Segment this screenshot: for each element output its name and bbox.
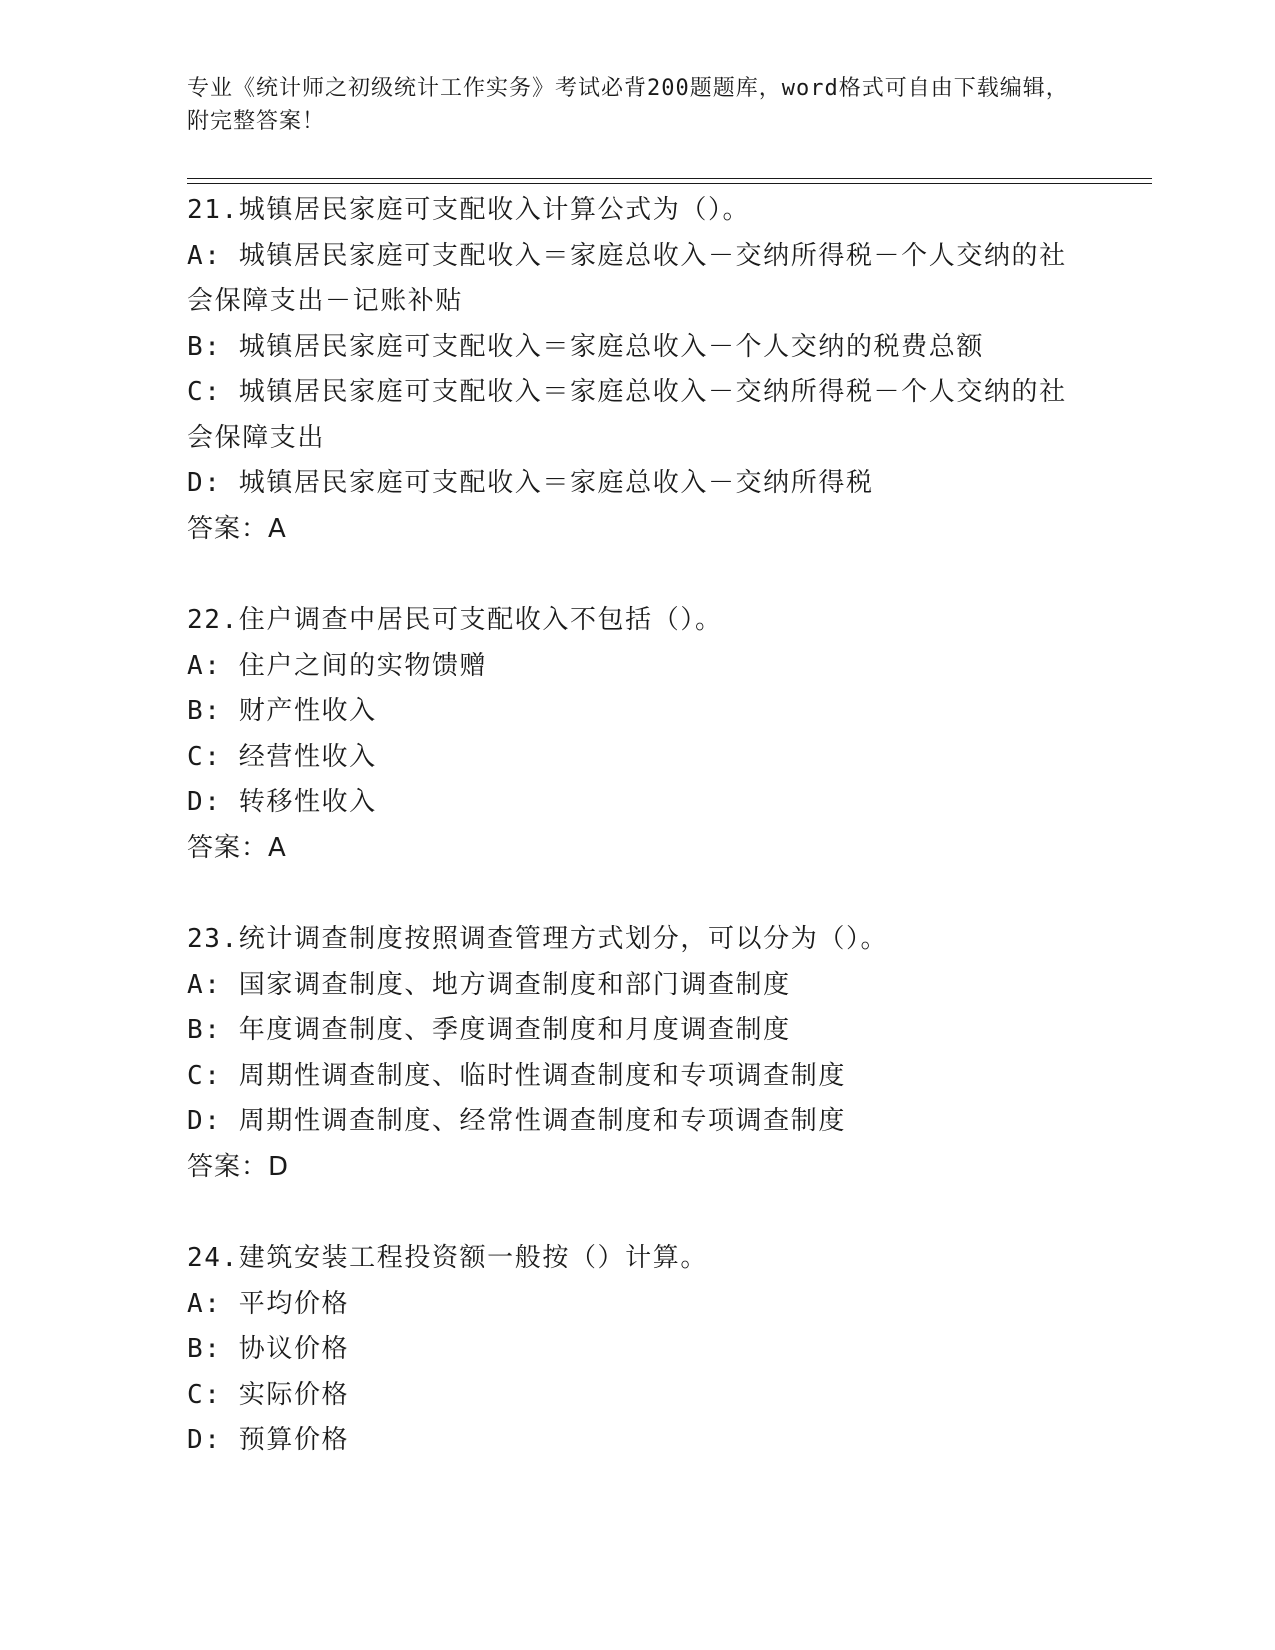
header-divider-top bbox=[187, 178, 1152, 179]
option-a: A: 国家调查制度、地方调查制度和部门调查制度 bbox=[187, 969, 791, 1000]
answer: 答案：A bbox=[187, 832, 287, 863]
option-c: C: 实际价格 bbox=[187, 1379, 350, 1410]
option-d: D: 转移性收入 bbox=[187, 787, 377, 817]
option-a: A: 住户之间的实物馈赠 bbox=[187, 650, 488, 681]
option-d: D: 城镇居民家庭可支配收入＝家庭总收入－交纳所得税 bbox=[187, 468, 874, 498]
option-b: B: 城镇居民家庭可支配收入＝家庭总收入－个人交纳的税费总额 bbox=[187, 331, 984, 362]
document-intro: 专业《统计师之初级统计工作实务》考试必背200题题库，word格式可自由下载编辑，附完整答案！ bbox=[187, 76, 1069, 134]
question-list bbox=[187, 188, 1087, 1464]
question-stem: 21.城镇居民家庭可支配收入计算公式为（）。 bbox=[187, 195, 751, 225]
option-d: D: 周期性调查制度、经常性调查制度和专项调查制度 bbox=[187, 1106, 846, 1136]
question-stem: 24.建筑安装工程投资额一般按（）计算。 bbox=[187, 1243, 708, 1273]
option-a: A: 城镇居民家庭可支配收入＝家庭总收入－交纳所得税－个人交纳的社会保障支出－记账补贴 bbox=[187, 240, 1067, 316]
option-a: A: 平均价格 bbox=[187, 1288, 350, 1319]
answer: 答案：D bbox=[187, 1151, 290, 1182]
question-stem: 23.统计调查制度按照调查管理方式划分，可以分为（）。 bbox=[187, 924, 889, 954]
answer: 答案：A bbox=[187, 513, 287, 544]
question-24 bbox=[187, 1236, 1087, 1464]
option-d: D: 预算价格 bbox=[187, 1425, 350, 1455]
question-21 bbox=[187, 188, 1087, 552]
question-22 bbox=[187, 598, 1087, 871]
option-c: C: 周期性调查制度、临时性调查制度和专项调查制度 bbox=[187, 1060, 846, 1091]
question-stem: 22.住户调查中居民可支配收入不包括（）。 bbox=[187, 605, 723, 635]
option-c: C: 城镇居民家庭可支配收入＝家庭总收入－交纳所得税－个人交纳的社会保障支出 bbox=[187, 377, 1067, 453]
header-divider-bottom bbox=[187, 183, 1152, 184]
option-b: B: 财产性收入 bbox=[187, 696, 377, 726]
option-c: C: 经营性收入 bbox=[187, 741, 377, 772]
option-b: B: 年度调查制度、季度调查制度和月度调查制度 bbox=[187, 1015, 791, 1045]
question-23 bbox=[187, 917, 1087, 1190]
option-b: B: 协议价格 bbox=[187, 1334, 350, 1364]
